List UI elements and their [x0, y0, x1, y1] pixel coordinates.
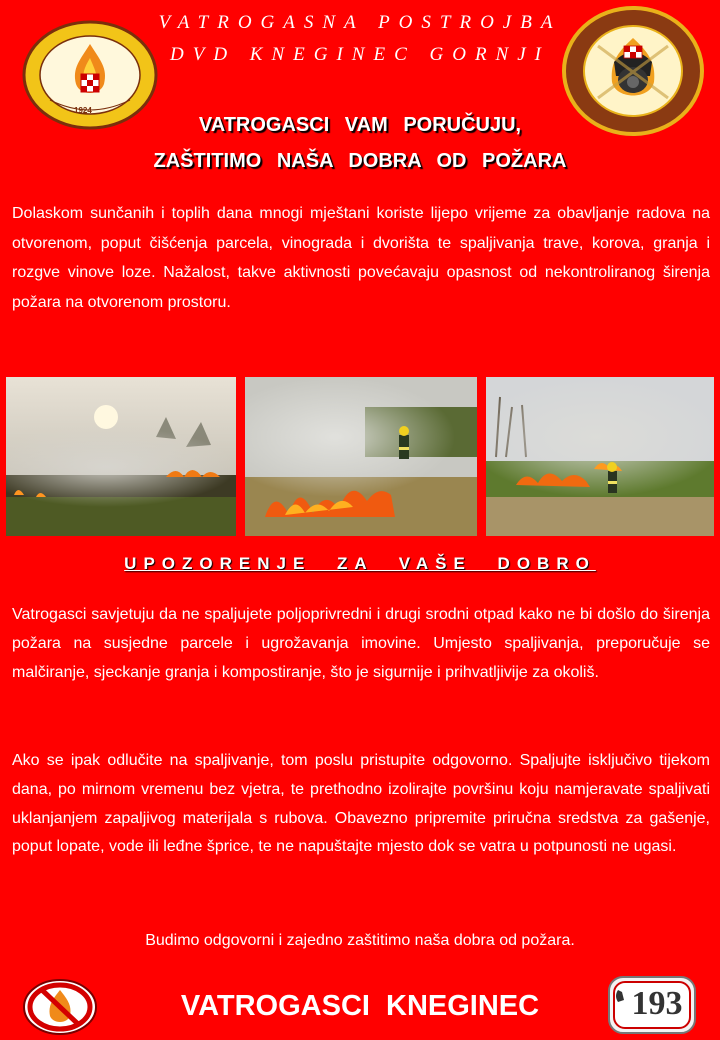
grass-fire-photo — [6, 377, 236, 536]
emergency-number: 193 — [631, 985, 683, 1022]
advice-paragraph: Vatrogasci savjetuju da ne spaljujete poljoprivredni i drugi srodni otpad kako ne bi došlo do širenja požara na susjedne parcele i ugrožavanja imovine. Umjesto spaljivanja, preporučuje se malčiranje, sjeckanje granja i kompostiranje, što je sigurnije i prihvatljivije za okoliš. — [12, 606, 710, 681]
header-line-2: DVD KNEGINEC GORNJI — [170, 44, 550, 65]
intro-paragraph: Dolaskom sunčanih i toplih dana mnogi mještani koriste lijepo vrijeme za obavljanje radova na otvorenom, poput čišćenja parcela, vinograda i dvorišta te spaljivanja trave, korova, granja i rozgve vinove loze. Nažalost, takve aktivnosti povećavaju opasnost od nekontroliranog širenja požara na otvorenom prostoru. — [12, 205, 710, 311]
burning-paragraph: Ako se ipak odlučite na spaljivanje, tom poslu pristupite odgovorno. Spaljujte isključivo tijekom dana, po mirnom vremenu bez vjetra, te prethodno izolirajte površinu koju namjeravate spaljivati uklanjanjem zapaljivog materijala s rubova. Obavezno pripremite priručna sredstva za gašenje, poput lopate, vode ili leđne šprice, te ne napuštajte mjesto dok se vatra u potpunosti ne ugasi. — [12, 752, 710, 856]
footer-title: VATROGASCI KNEGINEC — [180, 990, 540, 1022]
left-seal-year: 1924 — [74, 106, 92, 115]
header-line-1: VATROGASNA POSTROJBA — [158, 12, 562, 33]
emergency-number-badge — [608, 976, 696, 1034]
closing-line: Budimo odgovorni i zajedno zaštitimo naša dobra od požara. — [145, 932, 575, 949]
warning-heading: UPOZORENJE ZA VAŠE DOBRO — [124, 554, 596, 573]
firefighter-field-fire-photo — [486, 377, 714, 536]
title-line-2: ZAŠTITIMO NAŠA DOBRA OD POŽARA — [153, 150, 567, 172]
firefighter-grass-fire-photo — [245, 377, 477, 536]
title-line-1: VATROGASCI VAM PORUČUJU, — [198, 114, 522, 136]
